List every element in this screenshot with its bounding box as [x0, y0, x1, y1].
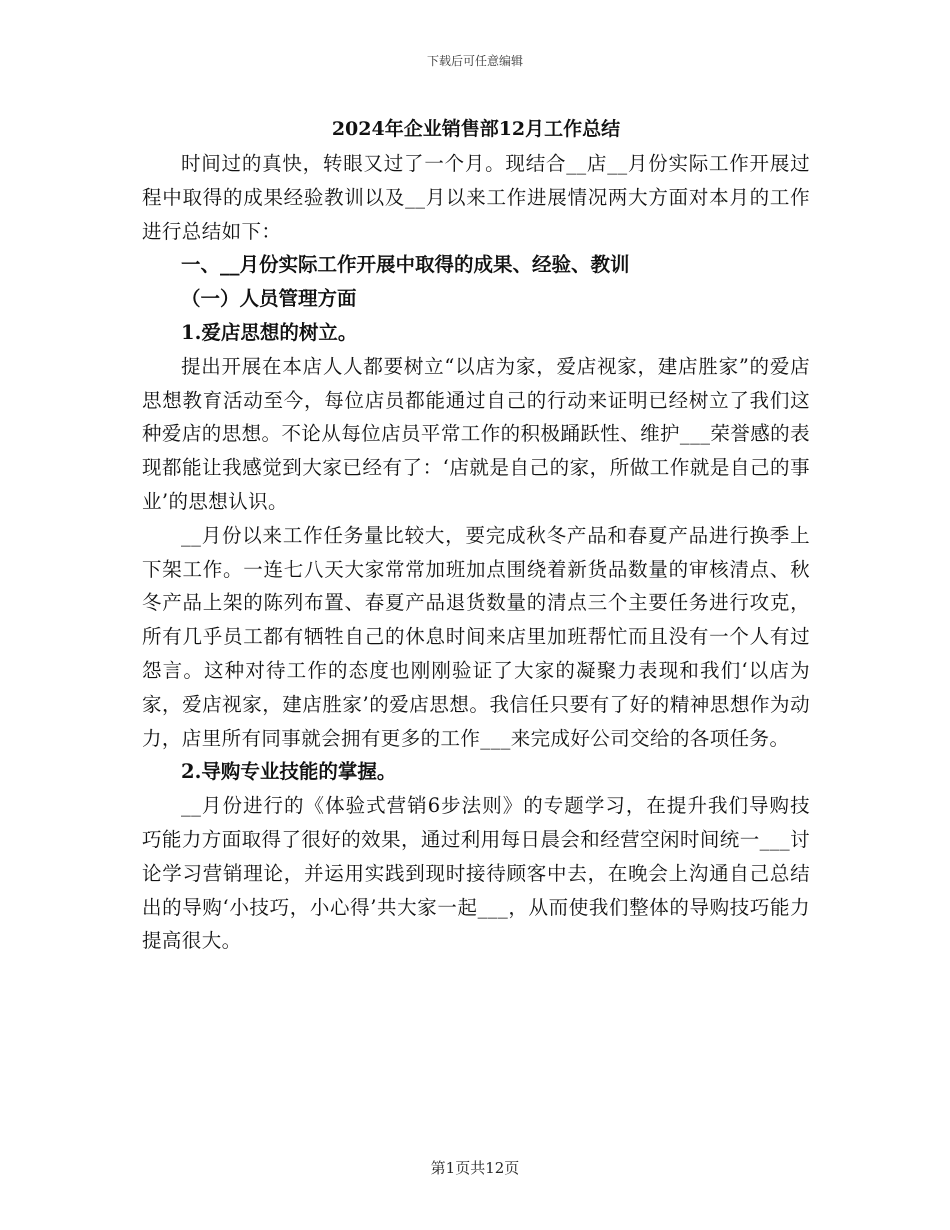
subsection-heading-personnel: （一）人员管理方面 — [181, 287, 357, 311]
page-number: 第1页共12页 — [430, 1159, 520, 1177]
paragraph-store-spirit: 提出开展在本店人人都要树立“以店为家，爱店视家，建店胜家”的爱店思想教育活动至今，每位店员都能通过自己的行动来证明已经树立了我们这种爱店的思想。不论从每位店员平常工作的积极踊跃性、维护___荣誉感的表现都能让我感觉到大家已经有了：‘店就是自己的家，所做工作就是自己的事业’的思想认识。 — [142, 354, 810, 513]
intro-paragraph: 时间过的真快，转眼又过了一个月。现结合__店__月份实际工作开展过程中取得的成果经验教训以及__月以来工作进展情况两大方面对本月的工作进行总结如下： — [142, 152, 810, 243]
document-title: 2024年企业销售部12月工作总结 — [331, 118, 621, 140]
section-heading-1: 一、__月份实际工作开展中取得的成果、经验、教训 — [181, 253, 630, 277]
document-body — [142, 112, 810, 958]
item-heading-1: 1.爱店思想的树立。 — [181, 320, 358, 344]
paragraph-season-change: __月份以来工作任务量比较大，要完成秋冬产品和春夏产品进行换季上下架工作。一连七八天大家常常加班加点围绕着新货品数量的审核清点、秋冬产品上架的陈列布置、春夏产品退货数量的清点三个主要任务进行攻克，所有几乎员工都有牺牲自己的休息时间来店里加班帮忙而且没有一个人有过怨言。这种对待工作的态度也刚刚验证了大家的凝聚力表现和我们‘以店为家，爱店视家，建店胜家’的爱店思想。我信任只要有了好的精神思想作为动力，店里所有同事就会拥有更多的工作___来完成好公司交给的各项任务。 — [142, 523, 810, 750]
page-header-note: 下载后可任意编辑 — [426, 54, 523, 68]
paragraph-sales-skills: __月份进行的《体验式营销6步法则》的专题学习，在提升我们导购技巧能力方面取得了很好的效果，通过利用每日晨会和经营空闲时间统一___讨论学习营销理论，并运用实践到现时接待顾客中去，在晚会上沟通自己总结出的导购‘小技巧，小心得’共大家一起___，从而使我们整体的导购技巧能力提高很大。 — [142, 794, 810, 953]
item-heading-2: 2.导购专业技能的掌握。 — [181, 760, 397, 784]
